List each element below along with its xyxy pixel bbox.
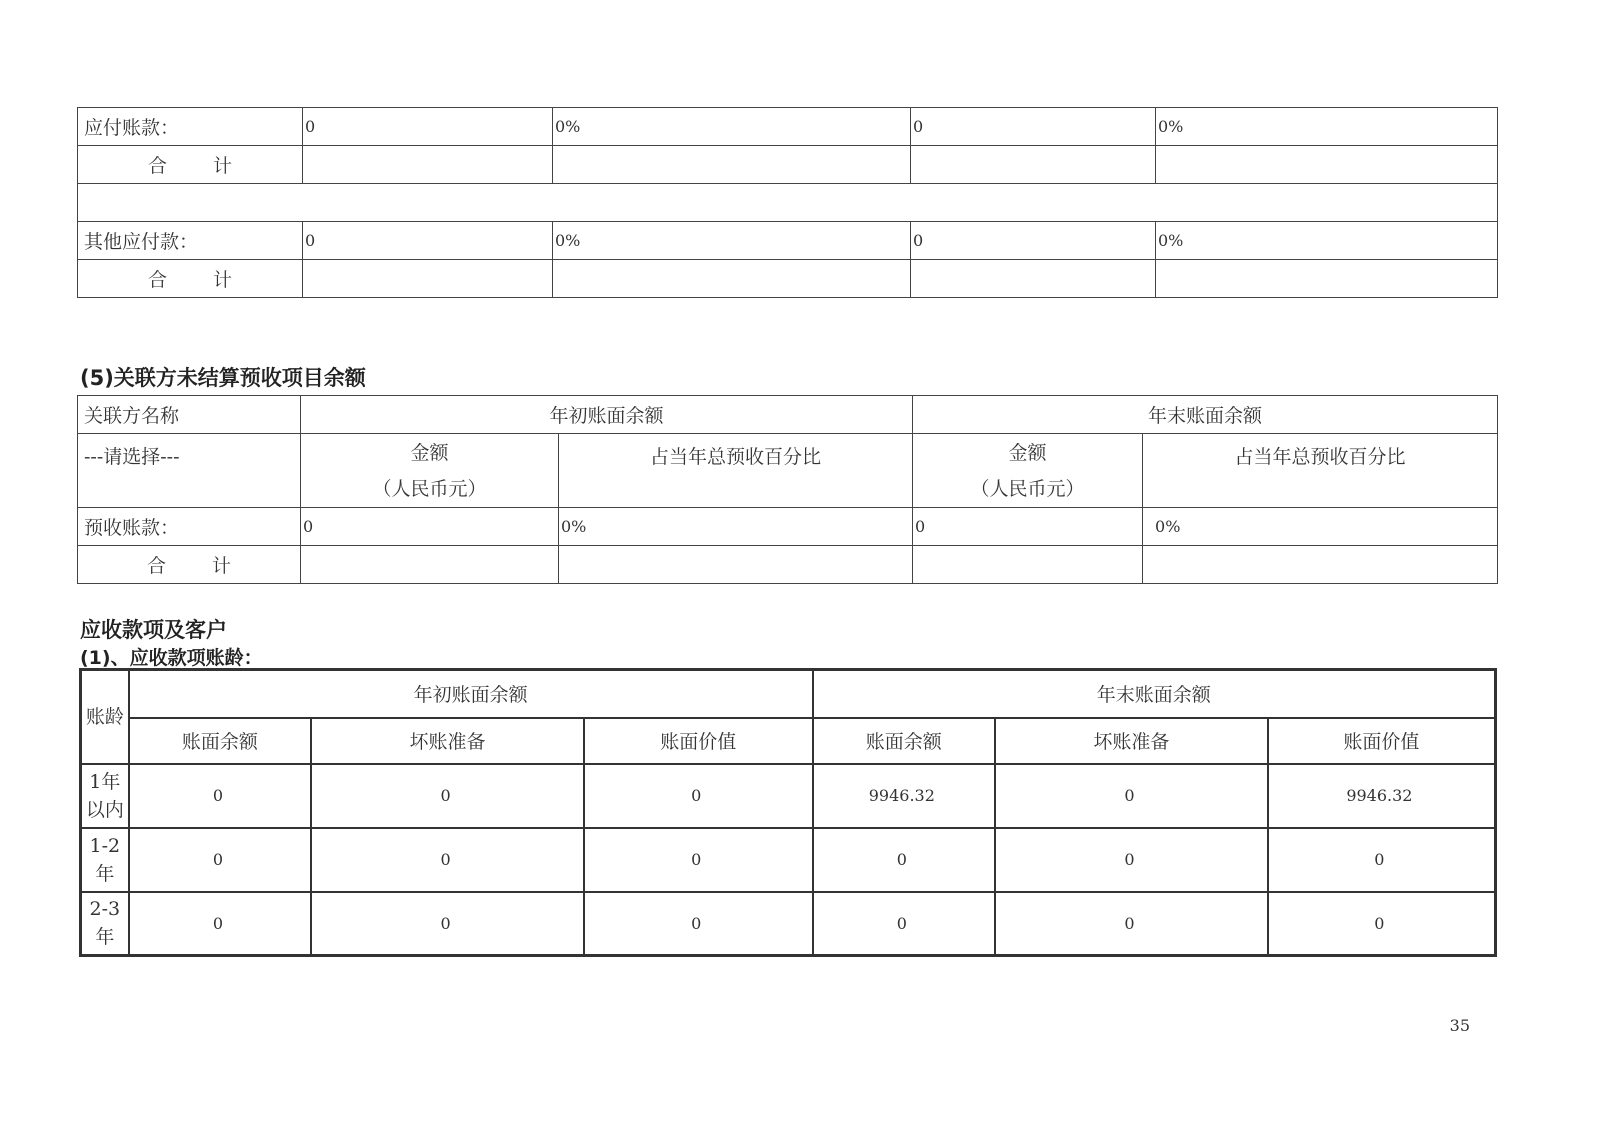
- related-party-select[interactable]: ---请选择---: [78, 434, 301, 508]
- total-label: 合 计: [78, 146, 303, 184]
- cell-value: 0: [303, 222, 553, 260]
- table-row: [81, 764, 1496, 828]
- cell-value: 0: [911, 108, 1156, 146]
- percent-header: 占当年总预收百分比: [559, 434, 913, 508]
- cell-value: 0: [995, 828, 1268, 892]
- cell-value: 0: [813, 828, 996, 892]
- group-end-header: 年末账面余额: [813, 670, 1496, 718]
- row-label: 应付账款：: [78, 108, 303, 146]
- header-row: [78, 396, 1498, 434]
- cell-value: 0%: [1143, 508, 1498, 546]
- cell-value: 0: [1268, 828, 1496, 892]
- cell-value: 0: [913, 508, 1143, 546]
- group-end-header: 年末账面余额: [913, 396, 1498, 434]
- spacer-row: [78, 184, 1498, 222]
- table-row: [81, 828, 1496, 892]
- cell-value: 0: [129, 764, 312, 828]
- age-label: 1-2年: [81, 828, 129, 892]
- cell-value: 0: [995, 764, 1268, 828]
- cell-value: 0: [311, 828, 584, 892]
- cell-value: 0: [911, 222, 1156, 260]
- cell-value: 0%: [1156, 222, 1498, 260]
- cell-value: 0%: [559, 508, 913, 546]
- cell-value: 0: [311, 764, 584, 828]
- table-row: [78, 508, 1498, 546]
- total-label: 合 计: [78, 546, 301, 584]
- percent-header: 占当年总预收百分比: [1143, 434, 1498, 508]
- cell-value: 0: [129, 892, 312, 956]
- total-label: 合 计: [78, 260, 303, 298]
- cell-value: 0: [995, 892, 1268, 956]
- table-row: [78, 146, 1498, 184]
- cell-value: 0: [813, 892, 996, 956]
- age-header: 账龄: [81, 670, 129, 764]
- table-row: [81, 892, 1496, 956]
- header-row: [81, 670, 1496, 718]
- col-header: 坏账准备: [995, 718, 1268, 764]
- table-row: [78, 108, 1498, 146]
- cell-value: 0: [311, 892, 584, 956]
- cell-value: 0: [584, 828, 813, 892]
- table-row: [78, 546, 1498, 584]
- cell-value: 0: [303, 108, 553, 146]
- table-row: [78, 222, 1498, 260]
- col-header: 账面价值: [1268, 718, 1496, 764]
- row-label: 其他应付款：: [78, 222, 303, 260]
- table-row: [78, 260, 1498, 298]
- amount-header: 金额 （人民币元）: [301, 434, 559, 508]
- section-title: (5)关联方未结算预收项目余额: [80, 366, 366, 390]
- group-start-header: 年初账面余额: [301, 396, 913, 434]
- col-header: 账面余额: [813, 718, 996, 764]
- page-number: 35: [1449, 1016, 1470, 1035]
- receivables-subtitle: (1)、应收款项账龄：: [80, 647, 263, 669]
- header-row: [78, 434, 1498, 508]
- age-label: 1年以内: [81, 764, 129, 828]
- cell-value: 0: [584, 892, 813, 956]
- group-start-header: 年初账面余额: [129, 670, 813, 718]
- advance-receipts-table: [77, 395, 1498, 584]
- cell-value: 0: [1268, 892, 1496, 956]
- cell-value: 0%: [553, 108, 911, 146]
- col-header: 账面价值: [584, 718, 813, 764]
- col-name-header: 关联方名称: [78, 396, 301, 434]
- cell-value: 0: [301, 508, 559, 546]
- cell-value: 0%: [1156, 108, 1498, 146]
- cell-value: 9946.32: [813, 764, 996, 828]
- col-header: 坏账准备: [311, 718, 584, 764]
- cell-value: 0: [129, 828, 312, 892]
- col-header: 账面余额: [129, 718, 312, 764]
- payables-table: [77, 107, 1498, 298]
- cell-value: 0%: [553, 222, 911, 260]
- receivables-title: 应收款项及客户: [80, 618, 227, 642]
- header-row: [81, 718, 1496, 764]
- age-label: 2-3年: [81, 892, 129, 956]
- row-label: 预收账款：: [78, 508, 301, 546]
- amount-header: 金额 （人民币元）: [913, 434, 1143, 508]
- cell-value: 9946.32: [1268, 764, 1496, 828]
- receivables-aging-table: [79, 668, 1497, 957]
- cell-value: 0: [584, 764, 813, 828]
